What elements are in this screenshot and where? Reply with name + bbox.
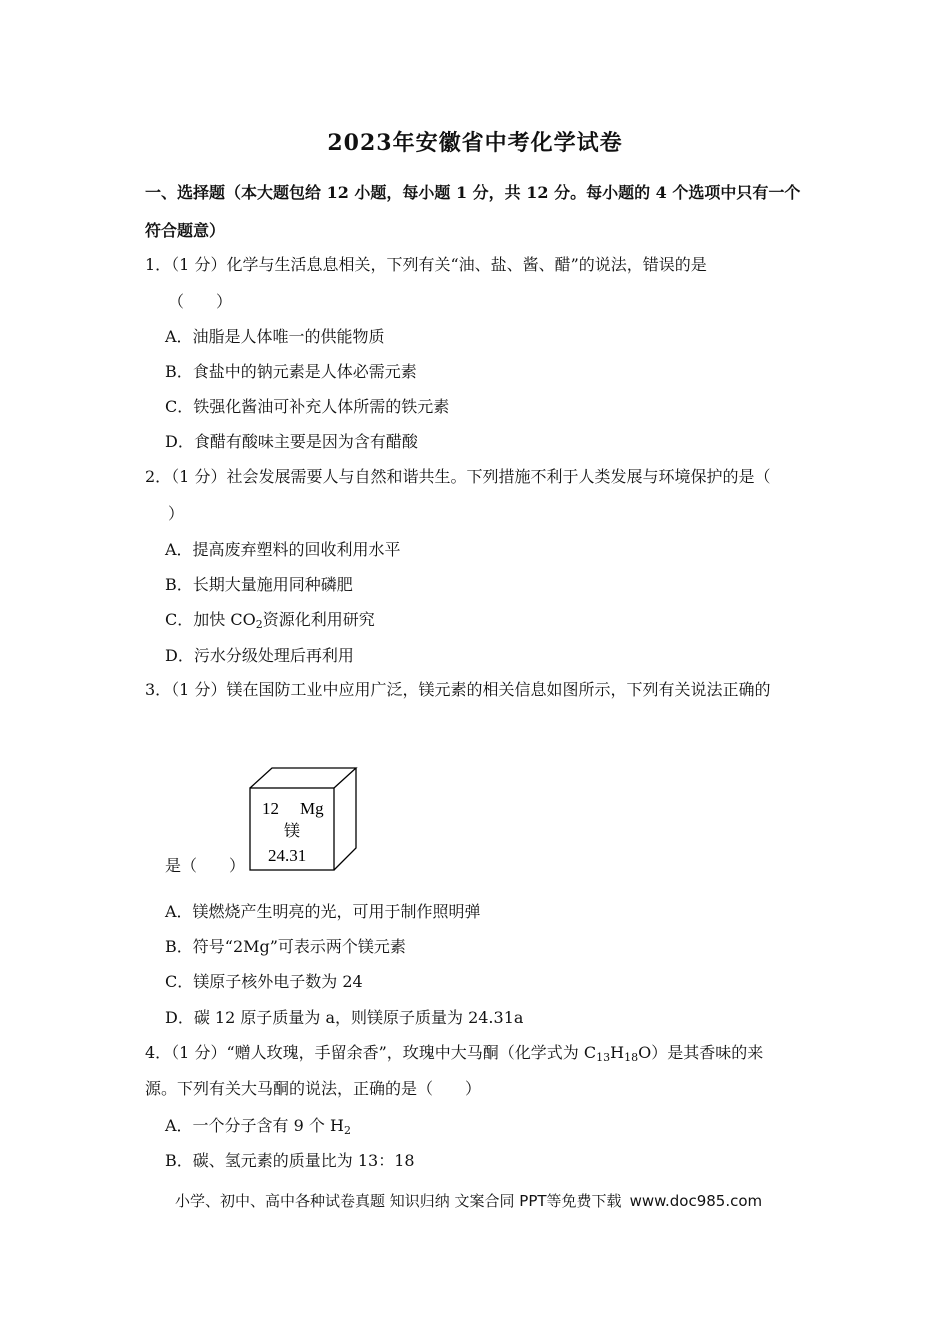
question-2-option-c <box>165 610 375 630</box>
element-symbol: Mg <box>300 799 324 818</box>
question-3-option-d: D．碳 12 原子质量为 a，则镁原子质量为 24.31a <box>165 1008 524 1027</box>
question-3-option-c: C．镁原子核外电子数为 24 <box>165 972 363 991</box>
question-3-stem <box>145 672 815 708</box>
section-heading <box>145 174 815 250</box>
footer-banner <box>175 1190 762 1211</box>
question-4-stem-part-b: O）是其香味的来 <box>638 1043 764 1062</box>
section-heading-line1: 一、选择题（本大题包给 12 小题，每小题 1 分，共 12 分。每小题的 4 个选项中只有一个 <box>145 183 801 202</box>
footer-url[interactable]: www.doc985.com <box>629 1192 763 1210</box>
question-1-stem <box>145 247 815 283</box>
hydrogen-symbol: H <box>610 1043 625 1062</box>
question-1-stem-line1: 1．（1 分）化学与生活息息相关，下列有关“油、盐、酱、醋”的说法，错误的是 <box>145 255 707 274</box>
question-3-option-b: B．符号“2Mg”可表示两个镁元素 <box>165 937 406 956</box>
question-4-stem-line2: 源。下列有关大马酮的说法，正确的是（ ） <box>145 1079 482 1098</box>
hydrogen-subscript: 18 <box>624 1051 639 1064</box>
question-2-option-c-prefix: C．加快 CO <box>165 610 256 629</box>
question-4-stem-part-a: 4．（1 分）“赠人玫瑰，手留余香”，玫瑰中大马酮（化学式为 C <box>145 1043 597 1062</box>
question-2-stem-line1: 2．（1 分）社会发展需要人与自然和谐共生。下列措施不利于人类发展与环境保护的是（ <box>145 467 771 486</box>
question-4-stem <box>145 1035 815 1071</box>
question-1-stem-line2: （ ） <box>168 292 233 311</box>
element-atomic-number: 12 <box>262 799 279 818</box>
question-3-stem-line2: 是（ ） <box>165 856 246 875</box>
question-4-option-a <box>165 1116 351 1136</box>
co2-subscript: 2 <box>255 618 263 631</box>
question-1-option-b: B．食盐中的钠元素是人体必需元素 <box>165 362 417 381</box>
page-title: 2023年安徽省中考化学试卷 <box>327 130 623 156</box>
question-1-option-d: D．食醋有酸味主要是因为含有醋酸 <box>165 432 418 451</box>
element-atomic-mass: 24.31 <box>268 846 307 865</box>
cube-side-face <box>334 768 356 870</box>
question-4-option-b: B．碳、氢元素的质量比为 13：18 <box>165 1151 415 1170</box>
question-3-stem-line1: 3．（1 分）镁在国防工业中应用广泛，镁元素的相关信息如图所示，下列有关说法正确的 <box>145 680 771 699</box>
magnesium-element-cube-figure <box>248 766 360 872</box>
question-1-option-c: C．铁强化酱油可补充人体所需的铁元素 <box>165 397 450 416</box>
question-2-option-a: A．提高废弃塑料的回收利用水平 <box>165 540 401 559</box>
question-2-option-c-rest: 资源化利用研究 <box>262 610 375 629</box>
section-heading-line2: 符合题意） <box>145 221 226 240</box>
question-1-option-a: A．油脂是人体唯一的供能物质 <box>165 327 385 346</box>
question-2-stem-line2: ） <box>168 504 185 523</box>
footer-text: 小学、初中、高中各种试卷真题 知识归纳 文案合同 PPT等免费下载 <box>175 1192 622 1210</box>
question-3-option-a: A．镁燃烧产生明亮的光，可用于制作照明弹 <box>165 902 481 921</box>
carbon-subscript: 13 <box>596 1051 611 1064</box>
cube-top-face <box>250 768 356 788</box>
h2-subscript: 2 <box>343 1124 351 1137</box>
question-2-option-d: D．污水分级处理后再利用 <box>165 646 354 665</box>
question-4-option-a-text: A．一个分子含有 9 个 H <box>165 1116 344 1135</box>
question-2-option-b: B．长期大量施用同种磷肥 <box>165 575 353 594</box>
question-4-stem-line1 <box>145 1035 815 1071</box>
question-2-stem <box>145 459 815 495</box>
element-chinese-name: 镁 <box>284 821 301 840</box>
